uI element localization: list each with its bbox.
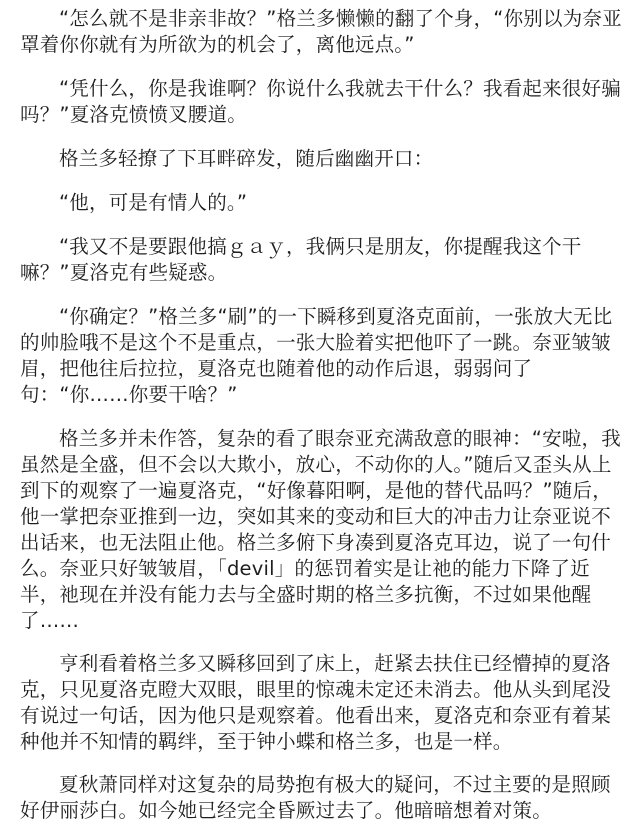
paragraph-7: 格兰多并未作答，复杂的看了眼奈亚充满敌意的眼神：“安啦，我虽然是全盛，但不会以大欺小，放心，不动你的人。”随后又歪头从上到下的观察了一遍夏洛克，“好像暮阳啊，是他的替代品吗？”随后，他一掌把奈亚推到一边，突如其来的变动和巨大的冲击力让奈亚说不出话来，也无法阻止他。格兰多俯下身凑到夏洛克耳边，说了一句什么。奈亚只好皱皱眉，「devil」的惩罚着实是让祂的能力下降了近半，祂现在并没有能力去与全盛时期的格兰多抗衡，不过如果他醒了……: [20, 427, 621, 632]
paragraph-3: 格兰多轻撩了下耳畔碎发，随后幽幽开口：: [59, 147, 434, 170]
paragraph-4: “他，可是有情人的。”: [59, 191, 248, 214]
paragraph-8: 亨利看着格兰多又瞬移回到了床上，赶紧去扶住已经懵掉的夏洛克，只见夏洛克瞪大双眼，眼里的惊魂未定还未消去。他从头到尾没有说过一句话，因为他只是观察着。他看出来，夏洛克和奈亚有着某种他并不知情的羁绊，至于钟小蝶和格兰多，也是一样。: [20, 652, 612, 753]
paragraph-5: “我又不是要跟他搞ｇａｙ，我俩只是朋友，你提醒我这个干嘛？”夏洛克有些疑惑。: [20, 235, 582, 284]
paragraph-1: “怎么就不是非亲非故？”格兰多懒懒的翻了个身，“你别以为奈亚罩着你你就有为所欲为的机会了，离他远点。”: [20, 7, 622, 56]
paragraph-9: 夏秋萧同样对这复杂的局势抱有极大的疑问，不过主要的是照顾好伊丽莎白。如今她已经完全昏厥过去了。他暗暗想着对策。: [20, 773, 611, 822]
paragraph-2: “凭什么，你是我谁啊？你说什么我就去干什么？我看起来很好骗吗？”夏洛克愤愤叉腰道。: [20, 77, 621, 126]
paragraph-6: “你确定？”格兰多“刷”的一下瞬移到夏洛克面前，一张放大无比的帅脸哦不是这个不是重点，一张大脸着实把他吓了一跳。奈亚皱皱眉，把他往后拉拉，夏洛克也随着他的动作后退，弱弱问了句：“你……你要干啥？”: [20, 305, 613, 406]
